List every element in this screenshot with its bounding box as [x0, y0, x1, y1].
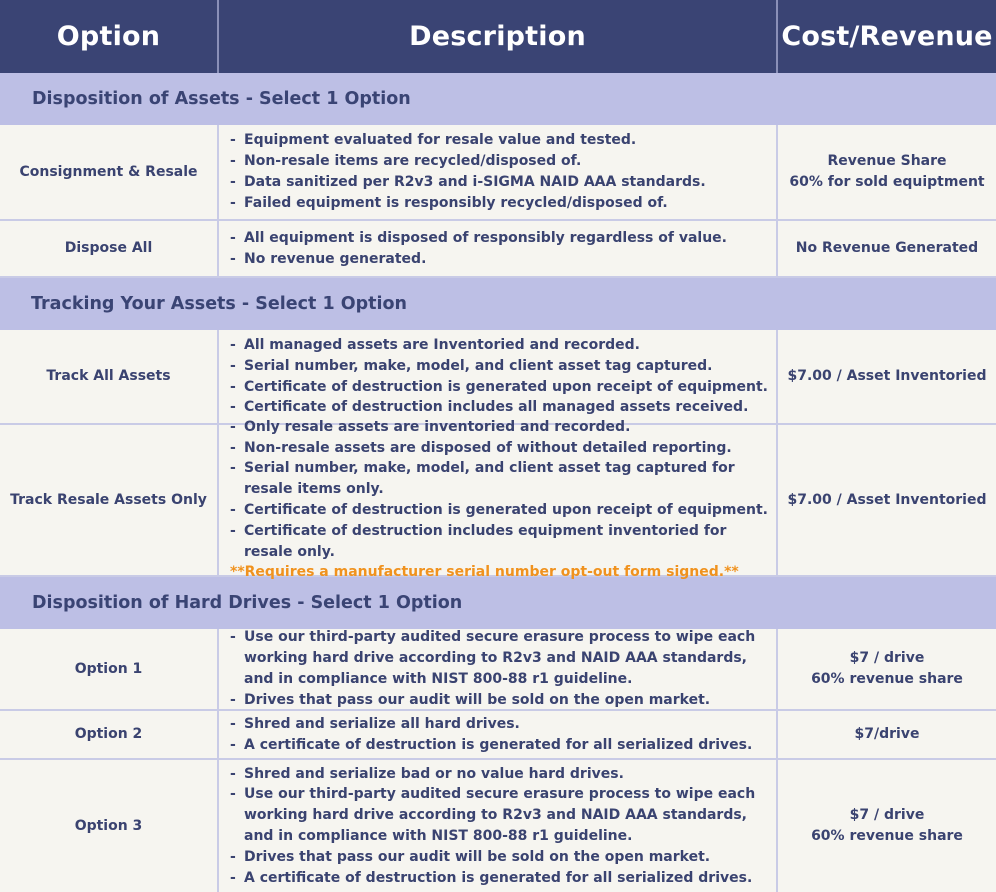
cost-text: $7 / drive — [849, 807, 925, 823]
option-cell: Consignment & Resale — [0, 125, 219, 219]
requirement-note: **Requires a manufacturer serial number opt-out form signed.** — [230, 564, 739, 581]
cost-text: $7 / drive — [849, 650, 925, 666]
description-cell — [219, 221, 778, 276]
option-cell: Track Resale Assets Only — [0, 425, 219, 575]
header-cost-revenue: Cost/Revenue — [781, 21, 993, 52]
option-cell: Option 3 — [0, 760, 219, 892]
description-cell — [219, 418, 778, 581]
section-heading — [0, 73, 996, 125]
cost-subtext: 60% for sold equiptment — [789, 174, 985, 190]
list-item: - Shred and serialize bad or no value hard drives. — [230, 764, 768, 785]
list-item: - Drives that pass our audit will be sold on the open market. — [230, 690, 768, 711]
header-option: Option — [0, 0, 219, 73]
option-cell: Dispose All — [0, 221, 219, 276]
list-item: - Only resale assets are inventoried and recorded. — [230, 417, 768, 438]
list-item: - Certificate of destruction is generated upon receipt of equipment. — [230, 500, 768, 521]
section-title: Disposition of Assets - Select 1 Option — [32, 89, 411, 109]
cost-cell — [778, 221, 996, 276]
list-item: - All managed assets are Inventoried and recorded. — [230, 335, 768, 356]
table-row — [0, 418, 996, 581]
list-item: - All equipment is disposed of responsibly regardless of value. — [230, 228, 768, 249]
cost-subtext: 60% revenue share — [811, 671, 963, 687]
list-item: - Equipment evaluated for resale value and tested. — [230, 130, 768, 151]
cost-text: $7/drive — [854, 726, 920, 742]
cost-cell — [778, 629, 996, 709]
list-item: - Certificate of destruction is generated upon receipt of equipment. — [230, 377, 768, 398]
cost-cell — [778, 760, 996, 892]
list-item: - A certificate of destruction is generated for all serialized drives. — [230, 735, 768, 756]
table-row — [0, 629, 996, 711]
list-item: - Certificate of destruction includes all managed assets received. — [230, 397, 768, 418]
table-header — [0, 0, 996, 73]
cost-subtext: 60% revenue share — [811, 828, 963, 844]
cost-text: No Revenue Generated — [795, 240, 979, 256]
description-cell — [219, 330, 778, 423]
list-item: - Use our third-party audited secure erasure process to wipe each working hard drive according to R2v3 and NAID AAA standards, and in compliance with NIST 800-88 r1 guideline. — [230, 627, 768, 689]
cost-text: $7.00 / Asset Inventoried — [787, 368, 987, 384]
header-description: Description — [219, 0, 778, 73]
option-cell: Track All Assets — [0, 330, 219, 423]
description-cell — [219, 760, 778, 892]
section-title: Disposition of Hard Drives - Select 1 Option — [32, 593, 463, 613]
list-item: - Non-resale items are recycled/disposed of. — [230, 151, 768, 172]
table-row — [0, 760, 996, 892]
cost-cell — [778, 330, 996, 423]
section-heading — [0, 577, 996, 629]
description-cell — [219, 711, 778, 758]
list-item: - A certificate of destruction is generated for all serialized drives. — [230, 868, 768, 889]
table-row — [0, 330, 996, 425]
list-item: - Drives that pass our audit will be sold on the open market. — [230, 847, 768, 868]
table-row — [0, 711, 996, 760]
cost-cell — [778, 425, 996, 575]
option-cell: Option 2 — [0, 711, 219, 758]
list-item: - Data sanitized per R2v3 and i-SIGMA NAID AAA standards. — [230, 172, 768, 193]
option-cell: Option 1 — [0, 629, 219, 709]
cost-text: $7.00 / Asset Inventoried — [787, 491, 987, 508]
cost-cell — [778, 711, 996, 758]
list-item: - Use our third-party audited secure erasure process to wipe each working hard drive according to R2v3 and NAID AAA standards, and in compliance with NIST 800-88 r1 guideline. — [230, 784, 768, 846]
list-item: - Serial number, make, model, and client asset tag captured. — [230, 356, 768, 377]
list-item: - Non-resale assets are disposed of without detailed reporting. — [230, 438, 768, 459]
section-title: Tracking Your Assets - Select 1 Option — [31, 294, 407, 314]
section-heading — [0, 278, 996, 330]
table-row — [0, 125, 996, 221]
cost-text: Revenue Share — [827, 153, 947, 169]
list-item: - Certificate of destruction includes equipment inventoried for resale only. — [230, 521, 768, 563]
table-row — [0, 221, 996, 278]
description-cell — [219, 629, 778, 709]
list-item: - Serial number, make, model, and client asset tag captured for resale items only. — [230, 458, 768, 500]
list-item: - Shred and serialize all hard drives. — [230, 714, 768, 735]
list-item: - Failed equipment is responsibly recycled/disposed of. — [230, 193, 768, 214]
cost-cell — [778, 125, 996, 219]
description-cell — [219, 125, 778, 219]
list-item: - No revenue generated. — [230, 249, 768, 270]
